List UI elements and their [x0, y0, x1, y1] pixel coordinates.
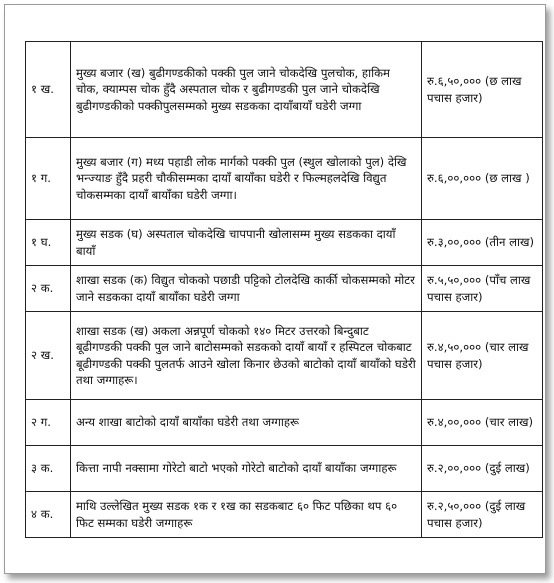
table-row [26, 492, 543, 538]
row-amount: रु.६,५०,००० (छ लाख पचास हजार) [422, 42, 543, 138]
table-row [26, 42, 543, 138]
table-row [26, 266, 543, 312]
row-amount: रु.३,००,००० (तीन लाख) [422, 220, 543, 266]
row-code: ४ क. [26, 492, 71, 538]
table-row [26, 312, 543, 400]
table-row [26, 138, 543, 220]
row-amount: रु.२,००,००० (दुई लाख) [422, 446, 543, 492]
row-code: ३ क. [26, 446, 71, 492]
document-frame [4, 4, 546, 574]
table-row [26, 400, 543, 446]
row-description: मुख्य बजार (ग) मध्य पहाडी लोक मार्गको पक्की पुल (स्थुल खोलाको पुल) देखि भन्ज्याङ हुँदै प्रहरी चौकीसम्मका दायाँ बायाँका घडेरी र फिल्महलदेखि विद्युत चोकसम्मका दायाँ बायाँका घडेरी जग्गा। [71, 138, 422, 220]
row-code: २ ख. [26, 312, 71, 400]
row-code: १ ग. [26, 138, 71, 220]
row-code: २ क. [26, 266, 71, 312]
row-amount: रु.४,५०,००० (चार लाख पचास हजार) [422, 312, 543, 400]
row-amount: रु.५,५०,००० (पाँच लाख पचास हजार) [422, 266, 543, 312]
row-description: मुख्य सडक (घ) अस्पताल चोकदेखि चापपानी खोलासम्म मुख्य सडकका दायाँ बायाँ [71, 220, 422, 266]
row-description: शाखा सडक (ख) अकला अन्नपूर्ण चोकको १४० मिटर उत्तरको बिन्दुबाट बूढीगण्डकी पक्की पुल जाने बाटोसम्मको सडकको दायाँ बायाँ र हस्पिटल चोकबाट बूढीगण्डकी पक्की पुलतर्फ आउने खोला किनार छेउको बाटोको दायाँ बायाँको घडेरी तथा जग्गाहरू। [71, 312, 422, 400]
row-description: अन्य शाखा बाटोको दायाँ बायाँका घडेरी तथा जग्गाहरू [71, 400, 422, 446]
row-amount: रु.२,५०,००० (दुई लाख पचास हजार) [422, 492, 543, 538]
table-row [26, 220, 543, 266]
table-row [26, 446, 543, 492]
row-description: माथि उल्लेखित मुख्य सडक १क र १ख का सडकबाट ६० फिट पछिका थप ६० फिट सम्मका घडेरी जग्गाहरू [71, 492, 422, 538]
row-description: कित्ता नापी नक्सामा गोरेटो बाटो भएको गोरेटो बाटोको दायाँ बायाँका जग्गाहरू [71, 446, 422, 492]
row-code: १ ख. [26, 42, 71, 138]
row-description: मुख्य बजार (ख) बुढीगण्डकीको पक्की पुल जाने चोकदेखि पुलचोक, हाकिम चोक, क्याम्पस चोक हुँदै अस्पताल चोक र बुढीगण्डकी पुल जाने चोकदेखि बुढीगण्डकीको पक्कीपुलसम्मको मुख्य सडकका दायाँबायाँ घडेरी जग्गा [71, 42, 422, 138]
row-code: १ घ. [26, 220, 71, 266]
land-rate-table [25, 41, 543, 538]
row-amount: रु.४,००,००० (चार लाख) [422, 400, 543, 446]
row-description: शाखा सडक (क) विद्युत चोकको पछाडी पट्टिको टोलदेखि कार्की चोकसम्मको मोटर जाने सडकका दायाँ बायाँका घडेरी जग्गा [71, 266, 422, 312]
row-amount: रु.६,००,००० (छ लाख ) [422, 138, 543, 220]
row-code: २ ग. [26, 400, 71, 446]
